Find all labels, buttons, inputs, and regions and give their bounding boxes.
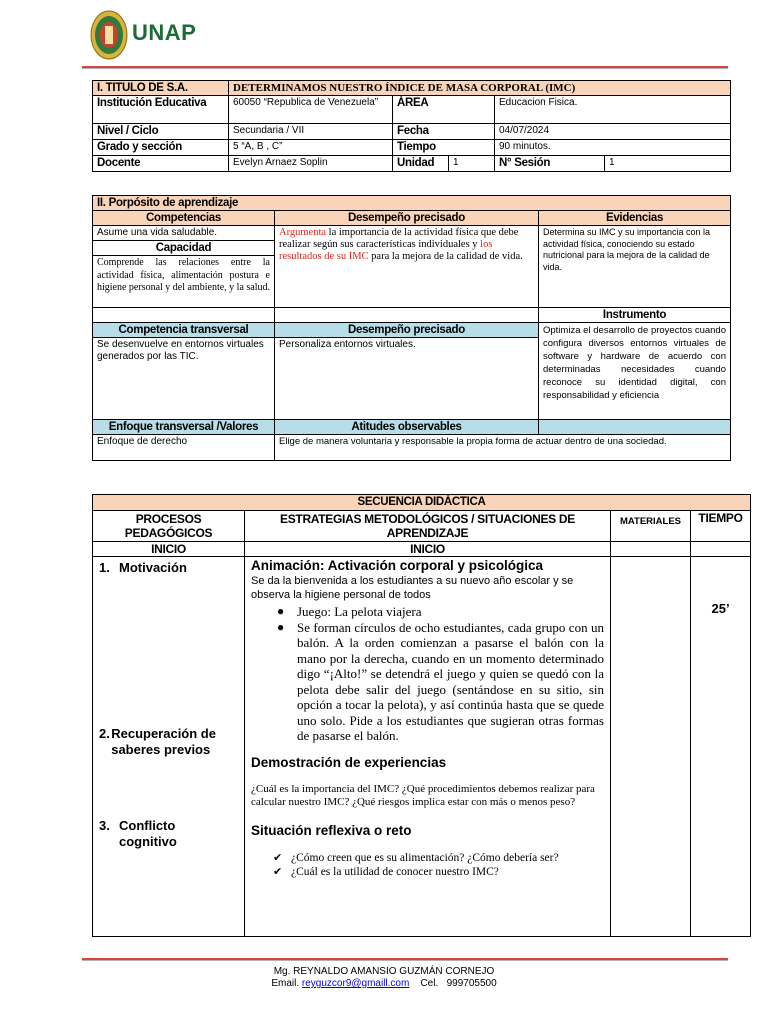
inicio-left: INICIO (93, 542, 245, 557)
estrategias-header: ESTRATEGIAS METODOLÓGICOS / SITUACIONES DE APRENDIZAJE (245, 511, 611, 542)
demostracion-text: ¿Cuál es la importancia del IMC? ¿Qué procedimientos debemos realizar para calcular nuestro IMC? ¿Qué riesgos implica estar con más o menos peso? (251, 782, 595, 808)
animacion-title: Animación: Activación corporal y psicológica (251, 558, 544, 573)
preguntas-list (269, 851, 604, 879)
comp-transversal-value: Se desenvuelve en entornos virtuales generados por las TIC. (93, 338, 275, 420)
proposito-table (92, 195, 731, 461)
juego-title-item: ● Juego: La pelota viajera (277, 604, 422, 619)
unidad-label: Unidad (393, 156, 449, 172)
secuencia-title: SECUENCIA DIDÁCTICA (93, 495, 751, 511)
secuencia-table (92, 494, 751, 937)
procesos-header: PROCESOS PEDAGÓGICOS (93, 511, 245, 542)
situacion-title: Situación reflexiva o reto (251, 822, 412, 838)
comp-transversal-header: Competencia transversal (93, 323, 275, 338)
footer-divider (82, 958, 728, 961)
proceso-3: 3. Conflicto cognitivo (99, 818, 177, 849)
institucion-label: Institución Educativa (93, 96, 229, 124)
tiempo-header: TIEMPO (691, 511, 751, 542)
actitudes-header: Atitudes observables (275, 420, 539, 435)
check-icon: ✔ (273, 851, 283, 864)
fecha-value: 04/07/2024 (495, 124, 731, 140)
sesion-label: N° Sesión (495, 156, 605, 172)
grado-value: 5 “A, B , C” (229, 140, 393, 156)
grado-label: Grado y sección (93, 140, 229, 156)
materiales-header: MATERIALES (611, 511, 691, 542)
tiempo-value: 90 minutos. (495, 140, 731, 156)
desempeno-verb: Argumenta (279, 227, 327, 238)
area-label: ÁREA (393, 96, 495, 124)
enfoque-header: Enfoque transversal /Valores (93, 420, 275, 435)
estrategias-content (245, 557, 611, 937)
sesion-value: 1 (605, 156, 731, 172)
enfoque-value: Enfoque de derecho (93, 435, 275, 461)
inicio-mid: INICIO (245, 542, 611, 557)
docente-label: Docente (93, 156, 229, 172)
fecha-label: Fecha (393, 124, 495, 140)
capacidad-header: Capacidad (93, 241, 275, 256)
nivel-label: Nivel / Ciclo (93, 124, 229, 140)
desempeno-header: Desempeño precisado (275, 211, 539, 226)
brand-name: UNAP (132, 20, 197, 45)
titulo-label: I. TITULO DE S.A. (93, 81, 229, 96)
nivel-value: Secundaria / VII (229, 124, 393, 140)
materiales-cell (611, 557, 691, 937)
procesos-list (93, 557, 245, 937)
cel-value: 999705500 (446, 978, 497, 989)
datos-generales-table (92, 80, 731, 172)
competencias-header: Competencias (93, 211, 275, 226)
header-divider (82, 66, 728, 69)
proposito-title: II. Porpósito de aprendizaje (93, 196, 731, 211)
area-value: Educacion Fisica. (495, 96, 731, 124)
pregunta-1: ✔ ¿Cómo creen que es su alimentación? ¿Cómo debería ser? (273, 851, 559, 864)
institucion-value: 60050 “Republica de Venezuela” (229, 96, 393, 124)
desempeno2-value: Personaliza entornos virtuales. (275, 338, 539, 420)
animacion-intro: Se da la bienvenida a los estudiantes a su nuevo año escolar y se observa la higiene personal de todos (251, 575, 574, 601)
unap-logo (90, 10, 128, 60)
demostracion-title: Demostración de experiencias (251, 754, 447, 770)
unidad-value: 1 (449, 156, 495, 172)
instrumento-header: Instrumento (539, 308, 731, 323)
desempeno2-header: Desempeño precisado (275, 323, 539, 338)
actitudes-value: Elige de manera voluntaria y responsable la propia forma de actuar dentro de una sociedad. (275, 435, 731, 461)
proceso-1: 1. Motivación (99, 560, 187, 575)
tiempo-label: Tiempo (393, 140, 495, 156)
tiempo-cell: 25’ (691, 557, 751, 937)
desempeno-value: Argumenta la importancia de la actividad física que debe realizar según sus características individuales y los resultados de su IMC para la mejora de la calidad de vida. (275, 226, 539, 308)
capacidad-value: Comprende las relaciones entre la actividad física, alimentación postura e higiene personal y del ambiente, y la salud. (93, 256, 275, 308)
evidencias-value: Determina su IMC y su importancia con la actividad física, conociendo su estado nutricional para la mejora de la calidad de vida. (539, 226, 731, 308)
footer-name: Mg. REYNALDO AMANSIO GUZMÁN CORNEJO (273, 966, 495, 977)
evidencias-header: Evidencias (539, 211, 731, 226)
footer-contact: Email. reyguzcor9@gmaill.com Cel. 999705500 (271, 978, 497, 989)
titulo-value: DETERMINAMOS NUESTRO ÍNDICE DE MASA CORPORAL (IMC) (229, 81, 731, 96)
pregunta-2: ✔ ¿Cuál es la utilidad de conocer nuestro IMC? (273, 865, 499, 878)
docente-value: Evelyn Arnaez Soplin (229, 156, 393, 172)
juego-desc-item: ● Se forman círculos de ocho estudiantes, cada grupo con un balón. A la orden comienzan a pasarse el balón con la mano por la derecha, cuando en un momento determinado digo “¡Alto!” se detendrá el juego y quien se quedó con la pelota debe salir del juego (sentándose en su sitio, sin opción a tocar la pelota), y así continúa hasta que se quede uno solo. Pide a los estudiantes que sugieran otras formas de pasarse el balón. (277, 619, 604, 743)
email-link[interactable]: reyguzcor9@gmaill.com (301, 978, 410, 989)
competencia-value: Asume una vida saludable. (93, 226, 275, 241)
desempeno-imc: los resultados de su IMC (279, 239, 493, 262)
juego-list (275, 604, 604, 744)
instrumento2-value: Optimiza el desarrollo de proyectos cuando configura diversos entornos virtuales de software y hardware de acuerdo con determinadas necesidades cuando reconoce su identidad digital, con responsabilidad y eficiencia (539, 323, 731, 420)
check-icon: ✔ (273, 865, 283, 878)
proceso-2: 2. Recuperación de saberes previos (99, 726, 216, 757)
